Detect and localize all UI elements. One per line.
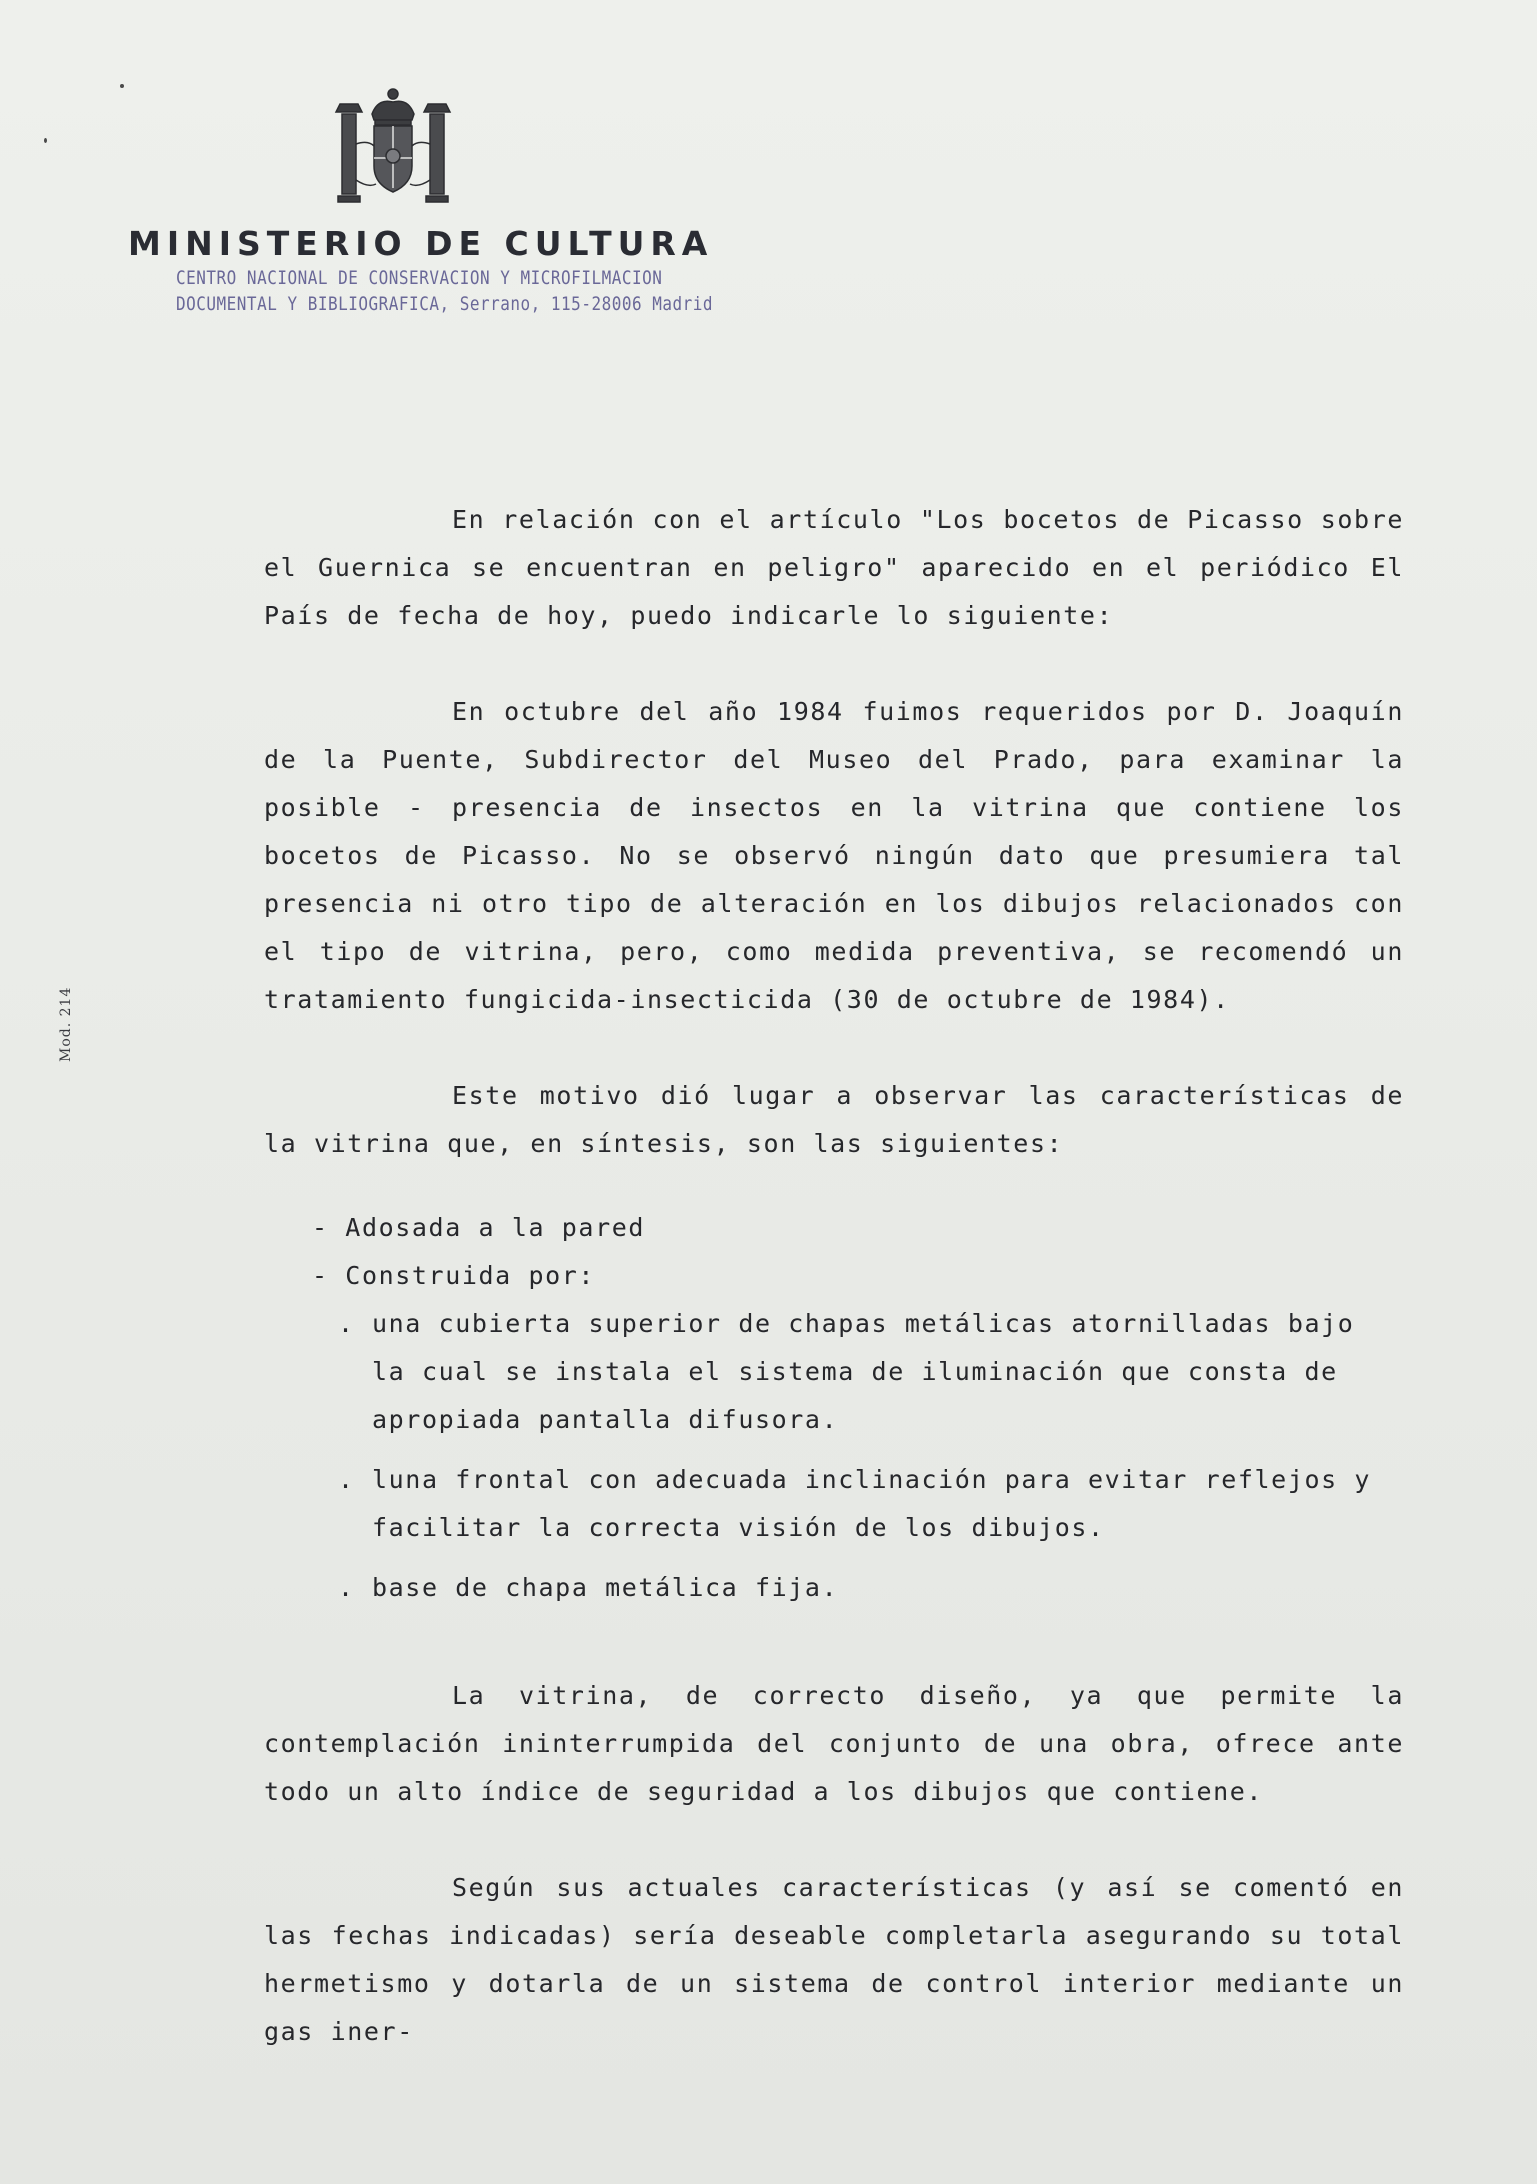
- list-item-2: . luna frontal con adecuada inclinación para evitar reflejos y facilitar la correcta visión de los dibujos.: [338, 1465, 1372, 1542]
- stamp-line-1: CENTRO NACIONAL DE CONSERVACION Y MICROFILMACION: [176, 266, 663, 289]
- features-list: [264, 1204, 1404, 1612]
- paragraph-2: En octubre del año 1984 fuimos requeridos por D. Joaquín de la Puente, Subdirector del Museo del Prado, para examinar la posible - presencia de insectos en la vitrina que contiene los bocetos de Picasso. No se observó ningún dato que presumiera tal presencia ni otro tipo de alteración en los dibujos relacionados con el tipo de vitrina, pero, como medida preventiva, se recomendó un tratamiento fungicida-insecticida (30 de octubre de 1984).: [264, 697, 1404, 1014]
- ministry-title: MINISTERIO DE CULTURA: [128, 224, 714, 263]
- paper-speck: [120, 84, 124, 88]
- paragraph-4: La vitrina, de correcto diseño, ya que permite la contemplación ininterrumpida del conjunto de una obra, ofrece ante todo un alto índice de seguridad a los dibujos que contiene.: [264, 1681, 1404, 1806]
- paragraph-3: Este motivo dió lugar a observar las características de la vitrina que, en síntesis, son las siguientes:: [264, 1081, 1404, 1158]
- paragraph-5: Según sus actuales características (y así se comentó en las fechas indicadas) sería deseable completarla asegurando su total hermetismo y dotarla de un sistema de control interior mediante un gas iner-: [264, 1873, 1404, 2046]
- list-item-3: . base de chapa metálica fija.: [338, 1573, 839, 1602]
- list-item-1: . una cubierta superior de chapas metálicas atornilladas bajo la cual se instala el sistema de iluminación que consta de apropiada pantalla difusora.: [338, 1309, 1355, 1434]
- list-item-dash-2: - Construida por:: [312, 1261, 596, 1290]
- list-item-dash-1: - Adosada a la pared: [312, 1213, 646, 1242]
- paper-speck: [44, 138, 47, 143]
- paragraph-1: En relación con el artículo "Los bocetos de Picasso sobre el Guernica se encuentran en peligro" aparecido en el periódico El País de fecha de hoy, puedo indicarle lo siguiente:: [264, 505, 1404, 630]
- coat-of-arms-icon: [328, 84, 458, 204]
- stamp-line-2: DOCUMENTAL Y BIBLIOGRAFICA, Serrano, 115-28006 Madrid: [176, 292, 714, 315]
- form-reference: Mod. 214: [58, 986, 74, 1062]
- letter-body: [264, 496, 1404, 2104]
